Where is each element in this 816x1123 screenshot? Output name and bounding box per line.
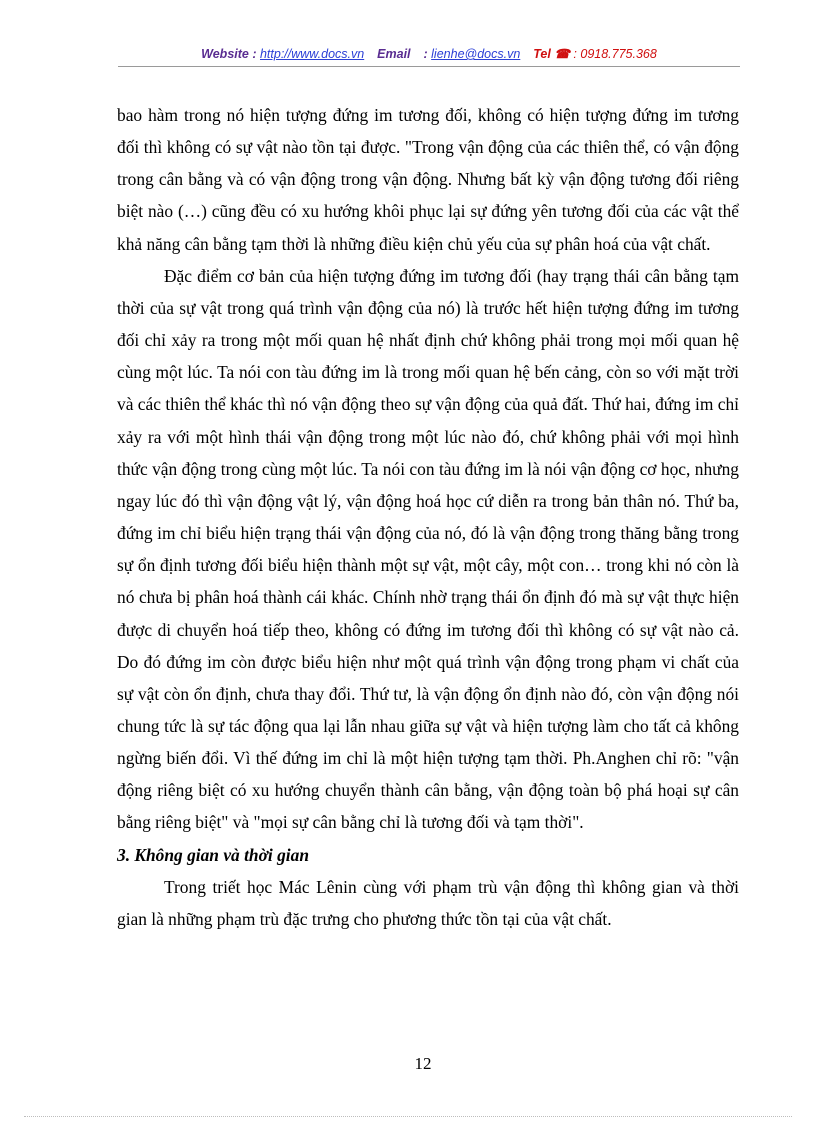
phone-icon: ☎ (554, 47, 570, 61)
paragraph-3: Trong triết học Mác Lênin cùng với phạm trù vận động thì không gian và thời gian là những phạm trù đặc trưng cho phương thức tồn tại của vật chất. (117, 876, 739, 929)
website-link[interactable]: http://www.docs.vn (259, 47, 365, 61)
tel-label: Tel (533, 47, 551, 61)
page-number: 12 (414, 1054, 432, 1073)
page-header (118, 46, 740, 61)
email-label: Email (377, 47, 411, 61)
email-link[interactable]: lienhe@docs.vn (431, 47, 521, 61)
tel-number: : 0918.775.368 (573, 47, 657, 61)
document-body (117, 99, 739, 935)
section-heading: 3. Không gian và thời gian (117, 844, 309, 865)
website-label: Website : (201, 47, 257, 61)
header-divider (118, 66, 740, 67)
footer-divider (24, 1116, 792, 1117)
paragraph-2: Đặc điểm cơ bản của hiện tượng đứng im tương đối (hay trạng thái cân bằng tạm thời của sự vật trong quá trình vận động của nó) là trước hết hiện tượng đứng im tương đối chỉ xảy ra trong một mối quan hệ nhất định chứ không phải trong mọi mối quan hệ cùng một lúc. Ta nói con tàu đứng im là trong mối quan hệ bến cảng, còn so với mặt trời và các thiên thể khác thì nó vận động theo sự vận động của quả đất. Thứ hai, đứng im chỉ xảy ra với một hình thái vận động trong một lúc nào đó, chứ không phải với mọi hình thức vận động trong cùng một lúc. Ta nói con tàu đứng im là nói vận động cơ học, nhưng ngay lúc đó thì vận động vật lý, vận động hoá học cứ diễn ra trong bản thân nó. Thứ ba, đứng im chỉ biểu hiện trạng thái vận động của nó, đó là vận động trong thăng bằng trong sự ổn định tương đối biểu hiện thành một sự vật, một cây, một con… trong khi nó còn là nó chưa bị phân hoá thành cái khác. Chính nhờ trạng thái ổn định đó mà sự vật thực hiện được di chuyển hoá tiếp theo, không có đứng im tương đối thì không có sự vật nào cả. Do đó đứng im còn được biểu hiện như một quá trình vận động trong phạm vi chất của sự vật còn ổn định, chưa thay đổi. Thứ tư, là vận động ổn định nào đó, còn vận động nói chung tức là sự tác động qua lại lẫn nhau giữa sự vật và hiện tượng làm cho tất cả không ngừng biến đổi. Vì thế đứng im chỉ là một hiện tượng tạm thời. Ph.Anghen chỉ rõ: "vận động riêng biệt có xu hướng chuyển thành cân bằng, vận động toàn bộ phá hoại sự cân bằng riêng biệt" và "mọi sự cân bằng chỉ là tương đối và tạm thời". (117, 265, 739, 833)
paragraph-1: bao hàm trong nó hiện tượng đứng im tương đối, không có hiện tượng đứng im tương đối thì không có sự vật nào tồn tại được. "Trong vận động của các thiên thể, có vận động trong cân bằng và có vận động trong vận động. Nhưng bất kỳ vận động tương đối riêng biệt nào (…) cũng đều có xu hướng khôi phục lại sự đứng yên tương đối của các vật thể khả năng cân bằng tạm thời là những điều kiện chủ yếu của sự phân hoá của vật chất. (117, 105, 739, 254)
email-separator: : (423, 47, 428, 61)
